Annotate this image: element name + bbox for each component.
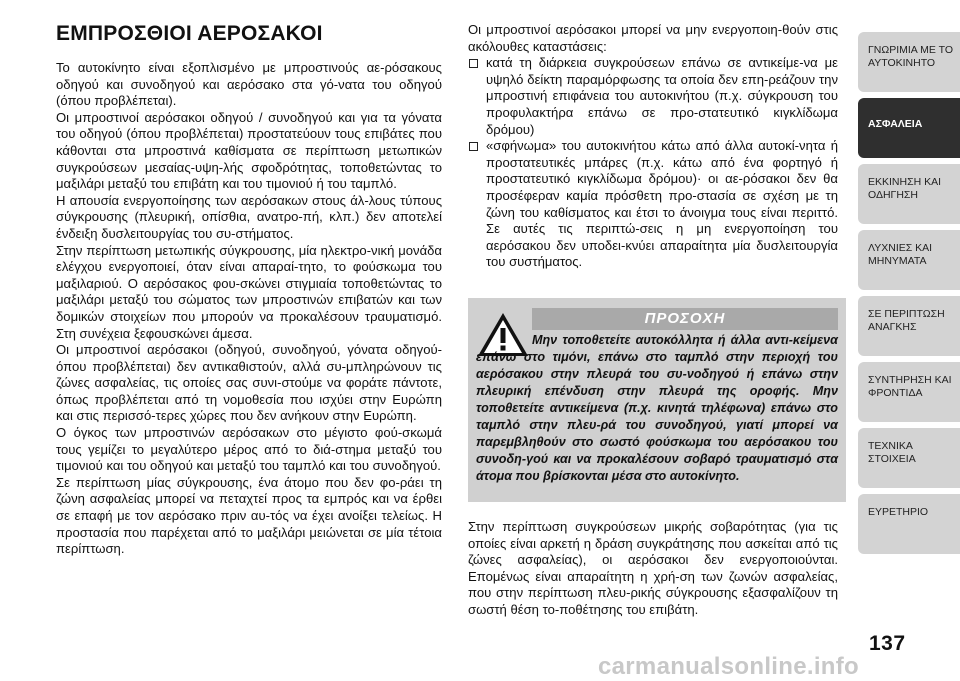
list-item: κατά τη διάρκεια συγκρούσεων επάνω σε αντικείμε-να με υψηλό δείκτη παραμόρφωσης τα οποία δεν επη-ρεάζουν την μπροστινή επιφάνεια του αυτοκινήτου (π.χ. σύγκρουση του προφυλακτήρα επάνω σε προ-στατευτικό κιγκλίδωμα δρόμου) bbox=[468, 55, 838, 138]
right-bottom-column bbox=[468, 519, 838, 619]
page-title: ΕΜΠΡΟΣΘΙΟΙ ΑΕΡΟΣΑΚΟΙ bbox=[56, 22, 323, 45]
tab-starting-driving[interactable]: ΕΚΚΙΝΗΣΗ ΚΑΙ ΟΔΗΓΗΣΗ bbox=[858, 164, 960, 224]
chapter-sidebar bbox=[858, 32, 960, 560]
left-column bbox=[56, 22, 442, 558]
watermark: carmanualsonline.info bbox=[598, 653, 860, 680]
tab-lights-messages[interactable]: ΛΥΧΝΙΕΣ ΚΑΙ ΜΗΝΥΜΑΤΑ bbox=[858, 230, 960, 290]
tab-maintenance[interactable]: ΣΥΝΤΗΡΗΣΗ ΚΑΙ ΦΡΟΝΤΙΔΑ bbox=[858, 362, 960, 422]
conditions-list bbox=[468, 55, 838, 271]
warning-text: Μην τοποθετείτε αυτοκόλλητα ή άλλα αντι-κείμενα επάνω στο τιμόνι, επάνω στο ταμπλό στην περιοχή του αερόσακου στην πλευρά του συ-νοδηγού ή επάνω στην πλευρική επένδυση στην πλευρά της οροφής. Μην τοποθετείτε αντικείμενα (π.χ. κινητά τηλέφωνα) επάνω στο ταμπλό στην πλευ-ρά του συνοδηγού, γιατί μπορεί να παρεμβληθούν στο σωστό φούσκωμα του αερόσακου του συνοδη-γού και να προκαλέσουν σοβαρό τραυματισμό στα άτομα που βρίσκονται μέσα στο αυτοκίνητο. bbox=[476, 333, 838, 483]
warning-box bbox=[468, 298, 846, 502]
tab-technical-data[interactable]: ΤΕΧΝΙΚΑ ΣΤΟΙΧΕΙΑ bbox=[858, 428, 960, 488]
left-body-text: Το αυτοκίνητο είναι εξοπλισμένο με μπροστινούς αε-ρόσακους οδηγού και συνοδηγού και αερόσακο στα γό-νατα του οδηγού (όπου προβλέπεται). Οι μπροστινοί αερόσακοι οδηγού / συνοδηγού και για τα γόνατα του οδηγού (όπου προβλέπεται) προστατεύουν τους επιβάτες που κάθονται στα μπροστινά καθίσματα σε περίπτωση μετωπικών συγκρούσεων μεσαίας-υψη-λής σφοδρότητας, τοποθετώντας το μαξιλάρι μεταξύ του επιβάτη και του τιμονιού ή του ταμπλό. Η απουσία ενεργοποίησης των αερόσακων στους άλ-λους τύπους σύγκρουσης (πλευρική, οπίσθια, ανατρο-πή, κλπ.) δεν αποτελεί ένδειξη δυσλειτουργίας του συ-στήματος. Στην περίπτωση μετωπικής σύγκρουσης, μία ηλεκτρο-νική μονάδα ελέγχου ενεργοποιεί, όταν είναι απαραί-τητο, το φούσκωμα του μαξιλαριού. Ο αερόσακος φου-σκώνει στιγμιαία τοποθετώντας το μαξιλάρι μεταξύ του σώματος των μπροστινών επιβατών και των δομικών στοιχείων που μπορούν να προκαλέσουν τραυματισμό. Στη συνέχεια ξεφουσκώνει άμεσα. Οι μπροστινοί αερόσακοι (οδηγού, συνοδηγού, γόνατα οδηγού-όπου προβλέπεται) δεν αντικαθιστούν, αλλά συ-μπληρώνουν τις ζώνες ασφαλείας, τις οποίες σας συνι-στούμε να φοράτε πάντοτε, όπως προβλέπεται από τη νομοθεσία που ισχύει στην Ευρώπη και στις περισσό-τερες χώρες που δεν ανήκουν στην Ευρώπη. Ο όγκος των μπροστινών αερόσακων στο μέγιστο φού-σκωμά τους γεμίζει το μεγαλύτερο μέρος από το διά-στημα μεταξύ του τιμονιού και του οδηγού και μεταξύ του ταμπλό και του συνοδηγού. Σε περίπτωση μίας σύγκρουσης, ένα άτομο που δεν φο-ράει τη ζώνη ασφαλείας μπορεί να πεταχτεί προς τα εμπρός και να έρθει σε επαφή με τον αερόσακο πριν αυ-τός να έχει ανοίξει τελείως. Η προστασία που παρέχεται από το μαξιλάρι μειώνεται σε μία τέτοια περίπτωση. bbox=[56, 60, 442, 557]
right-bottom-text: Στην περίπτωση συγκρούσεων μικρής σοβαρότητας (για τις οποίες είναι αρκετή η δράση συγκράτησης που ασκείται από τις ζώνες ασφαλείας), οι αερόσακοι δεν ενεργοποιούνται. Επομένως είναι απαραίτητη η χρή-ση των ζωνών ασφαλείας, που στην περίπτωση πλευ-ρικής σύγκρουσης εξασφαλίζουν τη σωστή θέση το-ποθέτησης του επιβάτη. bbox=[468, 519, 838, 617]
page-number: 137 bbox=[869, 632, 906, 655]
right-intro-text: Οι μπροστινοί αερόσακοι μπορεί να μην ενεργοποιη-θούν στις ακόλουθες καταστάσεις: bbox=[468, 22, 838, 54]
tab-safety[interactable]: ΑΣΦΑΛΕΙΑ bbox=[858, 98, 960, 158]
tab-index[interactable]: ΕΥΡΕΤΗΡΙΟ bbox=[858, 494, 960, 554]
tab-getting-to-know[interactable]: ΓΝΩΡΙΜΙΑ ΜΕ ΤΟ ΑΥΤΟΚΙΝΗΤΟ bbox=[858, 32, 960, 92]
list-item: «σφήνωμα» του αυτοκινήτου κάτω από άλλα αυτοκί-νητα ή προστατευτικές μπάρες (π.χ. κάτω από ένα φορτηγό ή προστατευτικό κιγκλίδωμα δρόμου)· οι αε-ρόσακοι δεν θα προσέφεραν καμία πρόσθετη προ-στασία σε σχέση με τη ζώνη του καθίσματος και έτσι το άνοιγμα τους είναι περιττό. Σε αυτές τις περιπτώ-σεις η μη ενεργοποίηση του αερόσακου δεν υποδει-κνύει απαραίτητα μία δυσλειτουργία του συστήματος. bbox=[468, 138, 838, 271]
tab-emergency[interactable]: ΣΕ ΠΕΡΙΠΤΩΣΗ ΑΝΑΓΚΗΣ bbox=[858, 296, 960, 356]
warning-title: ΠΡΟΣΟΧΗ bbox=[532, 308, 838, 330]
right-column bbox=[468, 22, 838, 271]
